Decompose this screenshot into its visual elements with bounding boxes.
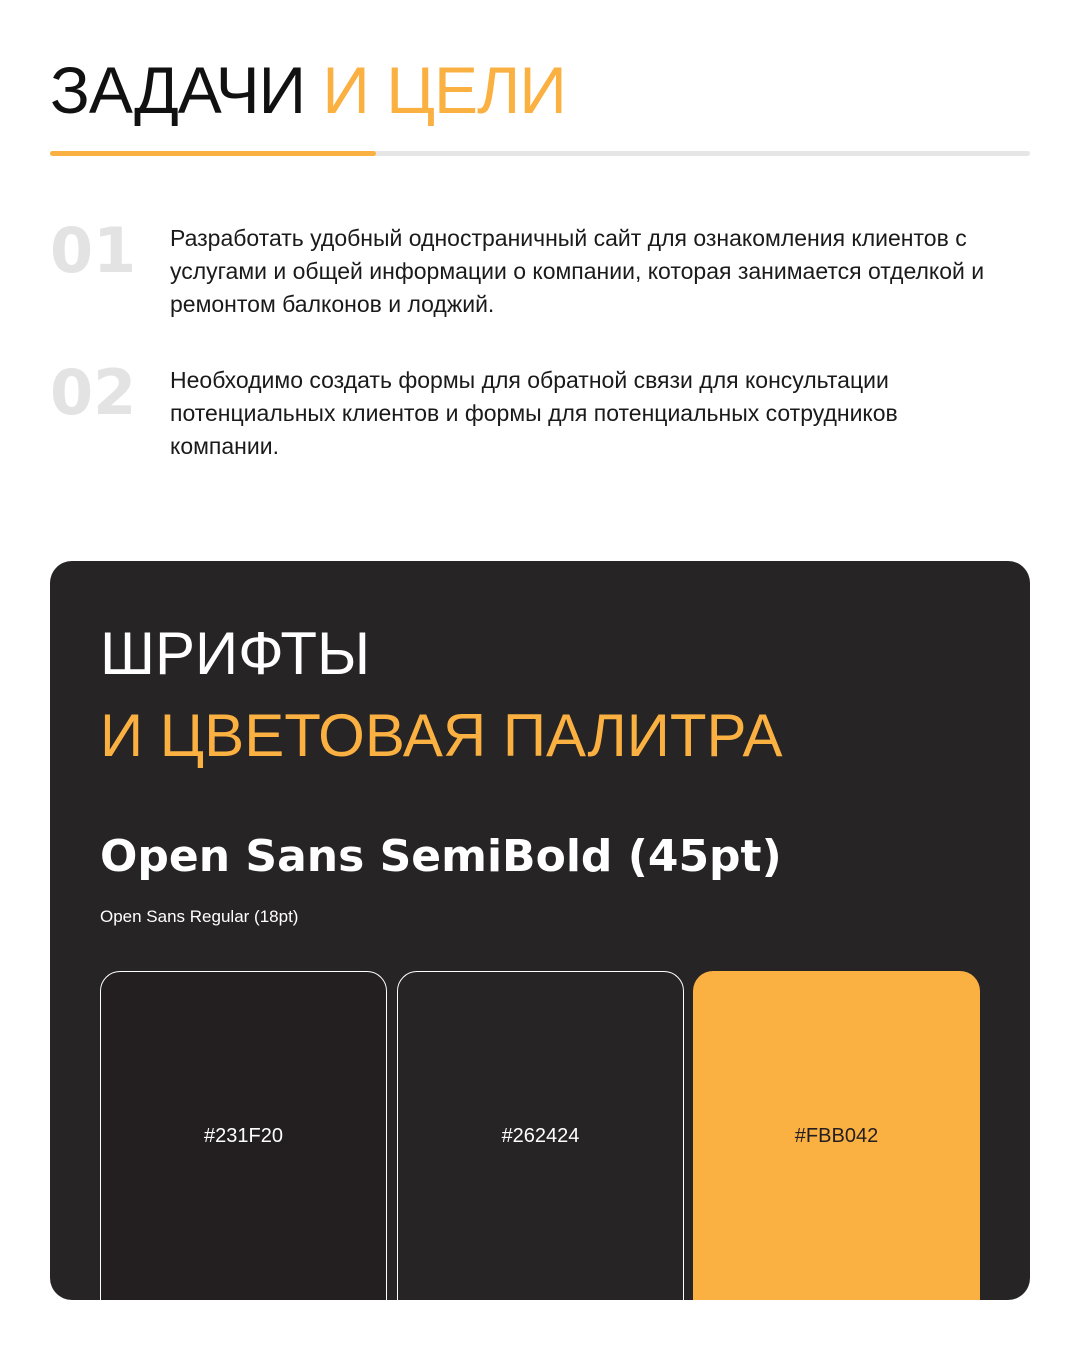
color-swatch-2 [397, 971, 684, 1300]
title-underline-track [50, 151, 1030, 156]
task-number: 01 [50, 214, 137, 287]
palette-title-accent: И ЦВЕТОВАЯ ПАЛИТРА [100, 702, 783, 769]
title-part-2-accent: И ЦЕЛИ [322, 53, 566, 127]
page-title [50, 52, 566, 128]
color-swatch-3 [693, 971, 980, 1300]
swatch-hex-label: #231F20 [204, 1124, 283, 1147]
fonts-palette-card [50, 561, 1030, 1300]
task-number: 02 [50, 356, 137, 429]
title-part-1: ЗАДАЧИ [50, 53, 306, 127]
font-sample-primary: Open Sans SemiBold (45pt) [100, 831, 782, 882]
color-swatch-1 [100, 971, 387, 1300]
swatch-hex-label: #262424 [501, 1124, 580, 1147]
title-underline-fill [50, 151, 376, 156]
task-text: Необходимо создать формы для обратной связи для консультации потенциальных клиентов и формы для потенциальных сотрудников компании. [170, 367, 898, 459]
fonts-title: ШРИФТЫ [100, 620, 371, 687]
task-text: Разработать удобный одностраничный сайт для ознакомления клиентов с услугами и общей информации о компании, которая занимается отделкой и ремонтом балконов и лоджий. [170, 225, 985, 317]
swatch-hex-label: #FBB042 [794, 1124, 879, 1147]
font-sample-secondary: Open Sans Regular (18pt) [100, 907, 299, 926]
